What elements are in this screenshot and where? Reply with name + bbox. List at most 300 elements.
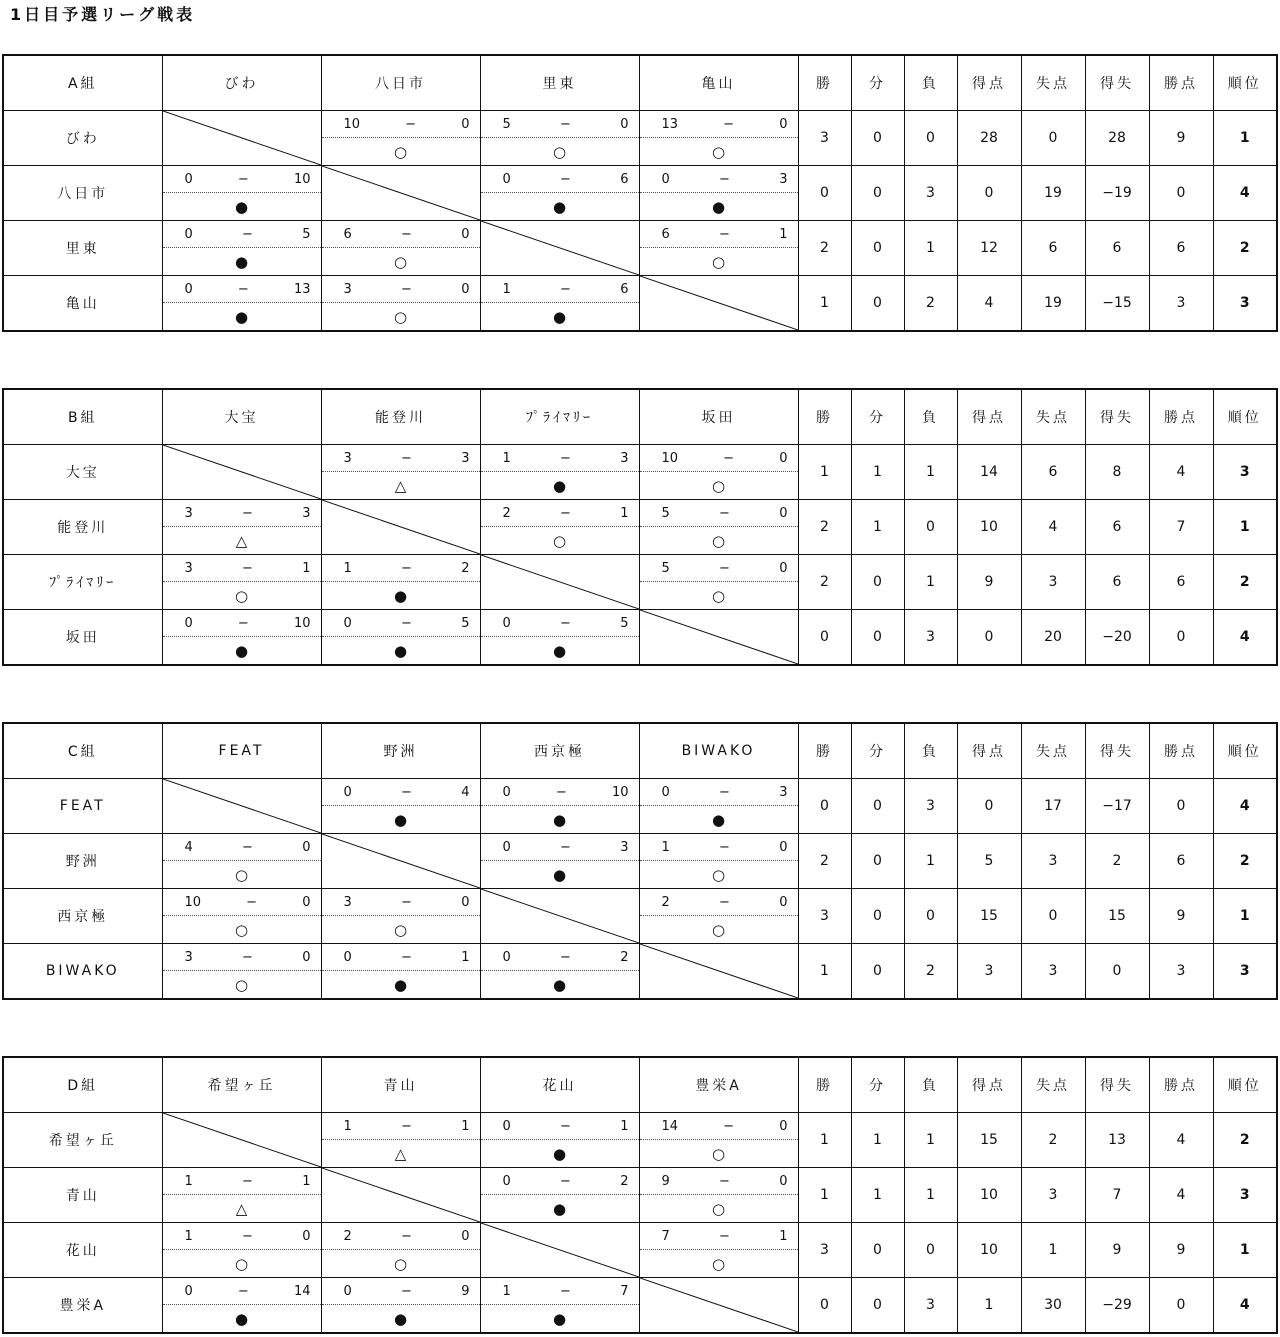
stat-value: 15 [1085, 889, 1149, 944]
score-for: 1 [502, 281, 511, 297]
team-name: 花山 [3, 1223, 162, 1278]
stat-value: 0 [957, 610, 1021, 666]
stat-value: 0 [1021, 111, 1085, 166]
score-against: 1 [779, 226, 788, 242]
stat-value: 3 [904, 610, 957, 666]
match-result [640, 779, 798, 833]
match-cell [162, 500, 321, 555]
stat-value: 0 [1085, 944, 1149, 1000]
match-result [163, 166, 321, 220]
team-header: 坂田 [639, 389, 798, 445]
score-against: 0 [461, 116, 470, 132]
score-dash: − [242, 1228, 253, 1244]
score-against: 14 [293, 1283, 311, 1299]
result-mark: ● [552, 865, 567, 884]
score-for: 6 [661, 226, 670, 242]
result-mark: ● [234, 252, 249, 271]
match-cell [321, 276, 480, 332]
stat-value: 5 [957, 834, 1021, 889]
match-result [322, 610, 480, 664]
team-name: びわ [3, 111, 162, 166]
score-dash: − [242, 560, 253, 576]
group-name: C組 [3, 723, 162, 779]
score-line [163, 221, 321, 248]
stat-value: 28 [957, 111, 1021, 166]
team-header: ﾌﾟﾗｲﾏﾘｰ [480, 389, 639, 445]
stat-value: 28 [1085, 111, 1149, 166]
stat-value: 0 [798, 779, 851, 834]
score-for: 2 [343, 1228, 352, 1244]
match-cell [162, 555, 321, 610]
stat-value: 1 [851, 1113, 904, 1168]
rank-value: 3 [1213, 445, 1277, 500]
score-dash: − [401, 615, 412, 631]
result-mark: ○ [552, 142, 567, 161]
score-line [322, 1278, 480, 1305]
stat-value: 9 [1085, 1223, 1149, 1278]
stat-value: 0 [1021, 889, 1085, 944]
score-against: 0 [461, 226, 470, 242]
team-row [3, 779, 1277, 834]
rank-value: 2 [1213, 834, 1277, 889]
score-line [640, 1113, 798, 1140]
score-for: 6 [343, 226, 352, 242]
diagonal-cell [321, 1168, 480, 1223]
diagonal-cell [480, 221, 639, 276]
stat-value: 17 [1021, 779, 1085, 834]
match-cell [162, 166, 321, 221]
stat-header: 負 [904, 723, 957, 779]
team-row [3, 555, 1277, 610]
match-cell [321, 1278, 480, 1334]
score-line [322, 221, 480, 248]
stat-value: 3 [1149, 944, 1213, 1000]
stat-value: 2 [1021, 1113, 1085, 1168]
score-for: 0 [343, 784, 352, 800]
result-mark: ● [552, 975, 567, 994]
score-against: 6 [620, 171, 629, 187]
score-against: 0 [461, 281, 470, 297]
stat-value: 3 [1021, 1168, 1085, 1223]
result-mark: ○ [234, 975, 249, 994]
result-mark: ○ [711, 586, 726, 605]
stat-value: 1 [904, 445, 957, 500]
team-row [3, 166, 1277, 221]
match-result [481, 445, 639, 499]
rank-value: 1 [1213, 1223, 1277, 1278]
score-line [481, 166, 639, 193]
stat-value: 6 [1021, 445, 1085, 500]
score-dash: − [560, 615, 571, 631]
score-dash: − [719, 560, 730, 576]
stat-value: 7 [1149, 500, 1213, 555]
stat-value: 2 [904, 944, 957, 1000]
stat-header: 勝点 [1149, 389, 1213, 445]
score-for: 1 [661, 839, 670, 855]
score-against: 3 [302, 505, 311, 521]
match-result [322, 276, 480, 330]
diagonal-cell [480, 555, 639, 610]
stat-value: 0 [851, 779, 904, 834]
match-result [481, 610, 639, 664]
score-for: 1 [343, 1118, 352, 1134]
match-cell [162, 944, 321, 1000]
team-name: 西京極 [3, 889, 162, 944]
stat-value: 1 [798, 276, 851, 332]
score-against: 0 [779, 894, 788, 910]
stat-value: 2 [798, 834, 851, 889]
result-mark: ● [552, 476, 567, 495]
team-row [3, 834, 1277, 889]
match-result [481, 1113, 639, 1167]
score-dash: − [719, 171, 730, 187]
rank-value: 2 [1213, 1113, 1277, 1168]
stat-value: 20 [1021, 610, 1085, 666]
match-result [481, 166, 639, 220]
stat-header: 順位 [1213, 723, 1277, 779]
score-for: 7 [661, 1228, 670, 1244]
diagonal-cell [480, 889, 639, 944]
score-for: 0 [184, 171, 193, 187]
result-mark: ○ [393, 252, 408, 271]
result-mark: ○ [393, 307, 408, 326]
stat-value: 1 [851, 1168, 904, 1223]
score-dash: − [401, 894, 412, 910]
team-name: 能登川 [3, 500, 162, 555]
match-result [322, 111, 480, 165]
rank-value: 4 [1213, 610, 1277, 666]
score-line [163, 1168, 321, 1195]
match-cell [639, 779, 798, 834]
match-cell [321, 610, 480, 666]
stat-header: 勝 [798, 723, 851, 779]
stat-value: 8 [1085, 445, 1149, 500]
team-header: 八日市 [321, 55, 480, 111]
match-cell [321, 944, 480, 1000]
score-dash: − [237, 615, 249, 631]
page-title: 1日目予選リーグ戦表 [10, 5, 196, 24]
match-cell [480, 166, 639, 221]
stat-value: 10 [957, 1223, 1021, 1278]
match-cell [321, 111, 480, 166]
diagonal-line [322, 500, 480, 554]
stat-value: 2 [798, 555, 851, 610]
match-cell [162, 1168, 321, 1223]
score-against: 0 [779, 1173, 788, 1189]
match-cell [321, 1223, 480, 1278]
score-for: 10 [661, 450, 679, 466]
score-dash: − [719, 505, 730, 521]
rank-value: 2 [1213, 221, 1277, 276]
match-result [640, 1223, 798, 1277]
group-name: D組 [3, 1057, 162, 1113]
match-result [640, 445, 798, 499]
stat-value: 3 [1021, 834, 1085, 889]
diagonal-line [322, 834, 480, 888]
score-against: 1 [302, 1173, 311, 1189]
team-row [3, 1168, 1277, 1223]
score-against: 1 [779, 1228, 788, 1244]
team-row [3, 610, 1277, 666]
result-mark: ● [552, 810, 567, 829]
match-cell [162, 221, 321, 276]
match-result [163, 1223, 321, 1277]
match-cell [162, 834, 321, 889]
score-for: 9 [661, 1173, 670, 1189]
stat-header: 勝 [798, 55, 851, 111]
stat-header: 得点 [957, 723, 1021, 779]
stat-value: 4 [1149, 1113, 1213, 1168]
stat-value: 1 [798, 1168, 851, 1223]
diagonal-cell [321, 500, 480, 555]
score-line [640, 555, 798, 582]
score-dash: − [242, 949, 253, 965]
score-dash: − [560, 839, 571, 855]
score-line [481, 779, 639, 806]
stat-value: 1 [957, 1278, 1021, 1334]
rank-value: 4 [1213, 166, 1277, 221]
score-for: 0 [661, 171, 670, 187]
score-against: 1 [461, 949, 470, 965]
score-against: 0 [302, 839, 311, 855]
score-line [163, 276, 321, 303]
score-against: 0 [779, 116, 788, 132]
stat-value: 9 [957, 555, 1021, 610]
result-mark: ○ [393, 1254, 408, 1273]
league-table-1 [2, 54, 1278, 332]
team-header: 西京極 [480, 723, 639, 779]
result-mark: ● [552, 1144, 567, 1163]
score-for: 0 [502, 171, 511, 187]
diagonal-cell [639, 1278, 798, 1334]
stat-value: 0 [1149, 166, 1213, 221]
team-name: 豊栄A [3, 1278, 162, 1334]
match-cell [480, 111, 639, 166]
result-mark: ○ [711, 252, 726, 271]
stat-value: 30 [1021, 1278, 1085, 1334]
team-name: 希望ヶ丘 [3, 1113, 162, 1168]
score-for: 13 [661, 116, 679, 132]
stat-value: 13 [1085, 1113, 1149, 1168]
score-for: 0 [502, 1173, 511, 1189]
match-cell [639, 555, 798, 610]
stat-value: 6 [1085, 500, 1149, 555]
match-result [640, 555, 798, 609]
team-row [3, 500, 1277, 555]
stat-header: 負 [904, 1057, 957, 1113]
match-cell [321, 889, 480, 944]
score-line [640, 500, 798, 527]
score-dash: − [560, 116, 571, 132]
score-against: 0 [779, 560, 788, 576]
stat-value: 4 [1149, 445, 1213, 500]
match-cell [639, 1113, 798, 1168]
match-cell [480, 610, 639, 666]
score-line [640, 1223, 798, 1250]
stat-value: 0 [851, 555, 904, 610]
score-for: 5 [661, 505, 670, 521]
team-name: 亀山 [3, 276, 162, 332]
stat-header: 分 [851, 1057, 904, 1113]
match-result [322, 944, 480, 998]
diagonal-line [640, 1278, 798, 1332]
stat-value: 9 [1149, 1223, 1213, 1278]
score-against: 10 [293, 171, 311, 187]
result-mark: ○ [711, 1199, 726, 1218]
stat-value: 4 [957, 276, 1021, 332]
score-for: 0 [184, 226, 193, 242]
diagonal-line [481, 555, 639, 609]
result-mark: ○ [711, 531, 726, 550]
result-mark: ● [393, 586, 408, 605]
stat-value: 0 [904, 500, 957, 555]
match-result [640, 500, 798, 554]
score-against: 5 [620, 615, 629, 631]
score-line [640, 779, 798, 806]
match-result [481, 1278, 639, 1332]
match-cell [162, 889, 321, 944]
score-line [481, 1113, 639, 1140]
score-for: 0 [343, 1283, 352, 1299]
score-line [163, 889, 321, 916]
team-header: びわ [162, 55, 321, 111]
match-cell [321, 221, 480, 276]
stat-value: 2 [798, 221, 851, 276]
stat-value: 0 [1149, 610, 1213, 666]
score-for: 0 [502, 784, 511, 800]
score-against: 2 [461, 560, 470, 576]
match-cell [480, 1278, 639, 1334]
score-for: 0 [184, 615, 193, 631]
match-result [322, 1113, 480, 1167]
match-result [640, 221, 798, 275]
stat-value: 2 [798, 500, 851, 555]
team-row [3, 1113, 1277, 1168]
match-cell [639, 166, 798, 221]
score-against: 0 [779, 505, 788, 521]
score-dash: − [401, 1118, 412, 1134]
match-result [163, 555, 321, 609]
score-against: 3 [620, 839, 629, 855]
stat-value: 2 [904, 276, 957, 332]
score-dash: − [242, 505, 253, 521]
diagonal-line [640, 276, 798, 330]
stat-value: 0 [1149, 1278, 1213, 1334]
score-against: 0 [461, 894, 470, 910]
match-result [163, 221, 321, 275]
stat-value: 10 [957, 1168, 1021, 1223]
score-dash: − [401, 281, 412, 297]
result-mark: ○ [234, 920, 249, 939]
result-mark: ● [393, 641, 408, 660]
result-mark: ○ [711, 142, 726, 161]
stat-value: 0 [851, 166, 904, 221]
diagonal-line [163, 779, 321, 833]
team-name: 坂田 [3, 610, 162, 666]
match-cell [480, 1113, 639, 1168]
result-mark: ● [552, 1199, 567, 1218]
score-line [481, 1278, 639, 1305]
stat-value: 4 [1021, 500, 1085, 555]
diagonal-cell [639, 944, 798, 1000]
score-against: 10 [611, 784, 629, 800]
score-against: 0 [461, 1228, 470, 1244]
match-result [640, 166, 798, 220]
stat-value: 1 [1021, 1223, 1085, 1278]
match-cell [480, 944, 639, 1000]
score-line [322, 1223, 480, 1250]
stat-value: 1 [904, 221, 957, 276]
score-line [640, 445, 798, 472]
score-line [163, 834, 321, 861]
stat-header: 失点 [1021, 389, 1085, 445]
score-dash: − [560, 949, 571, 965]
result-mark: ○ [711, 1144, 726, 1163]
match-cell [639, 834, 798, 889]
diagonal-line [640, 610, 798, 664]
stat-value: 0 [851, 610, 904, 666]
team-header: 希望ヶ丘 [162, 1057, 321, 1113]
score-line [322, 1113, 480, 1140]
match-result [640, 1113, 798, 1167]
stat-value: 2 [1085, 834, 1149, 889]
stat-header: 負 [904, 55, 957, 111]
team-header: 青山 [321, 1057, 480, 1113]
stat-value: 0 [851, 834, 904, 889]
stat-value: 1 [798, 445, 851, 500]
score-against: 0 [302, 1228, 311, 1244]
stat-value: −29 [1085, 1278, 1149, 1334]
score-against: 5 [302, 226, 311, 242]
score-for: 5 [661, 560, 670, 576]
diagonal-cell [639, 276, 798, 332]
stat-value: 3 [798, 1223, 851, 1278]
score-line [640, 834, 798, 861]
match-result [163, 834, 321, 888]
stat-value: 1 [851, 500, 904, 555]
stat-header: 失点 [1021, 1057, 1085, 1113]
stat-value: 15 [957, 889, 1021, 944]
score-dash: − [237, 171, 249, 187]
result-mark: ● [234, 641, 249, 660]
team-row [3, 1223, 1277, 1278]
stat-value: 0 [798, 1278, 851, 1334]
stat-header: 失点 [1021, 723, 1085, 779]
result-mark: △ [235, 531, 248, 550]
rank-value: 2 [1213, 555, 1277, 610]
result-mark: ● [711, 810, 726, 829]
stat-value: 9 [1149, 889, 1213, 944]
score-against: 10 [293, 615, 311, 631]
stat-value: 6 [1149, 834, 1213, 889]
team-header: 亀山 [639, 55, 798, 111]
stat-value: 14 [957, 445, 1021, 500]
match-result [322, 555, 480, 609]
score-dash: − [719, 1173, 730, 1189]
result-mark: ● [393, 810, 408, 829]
diagonal-cell [162, 1113, 321, 1168]
stat-value: 19 [1021, 276, 1085, 332]
match-result [481, 111, 639, 165]
stat-header: 順位 [1213, 389, 1277, 445]
score-dash: − [242, 226, 253, 242]
score-against: 9 [461, 1283, 470, 1299]
score-against: 1 [620, 505, 629, 521]
score-line [322, 944, 480, 971]
match-cell [321, 555, 480, 610]
score-against: 5 [461, 615, 470, 631]
diagonal-cell [162, 779, 321, 834]
